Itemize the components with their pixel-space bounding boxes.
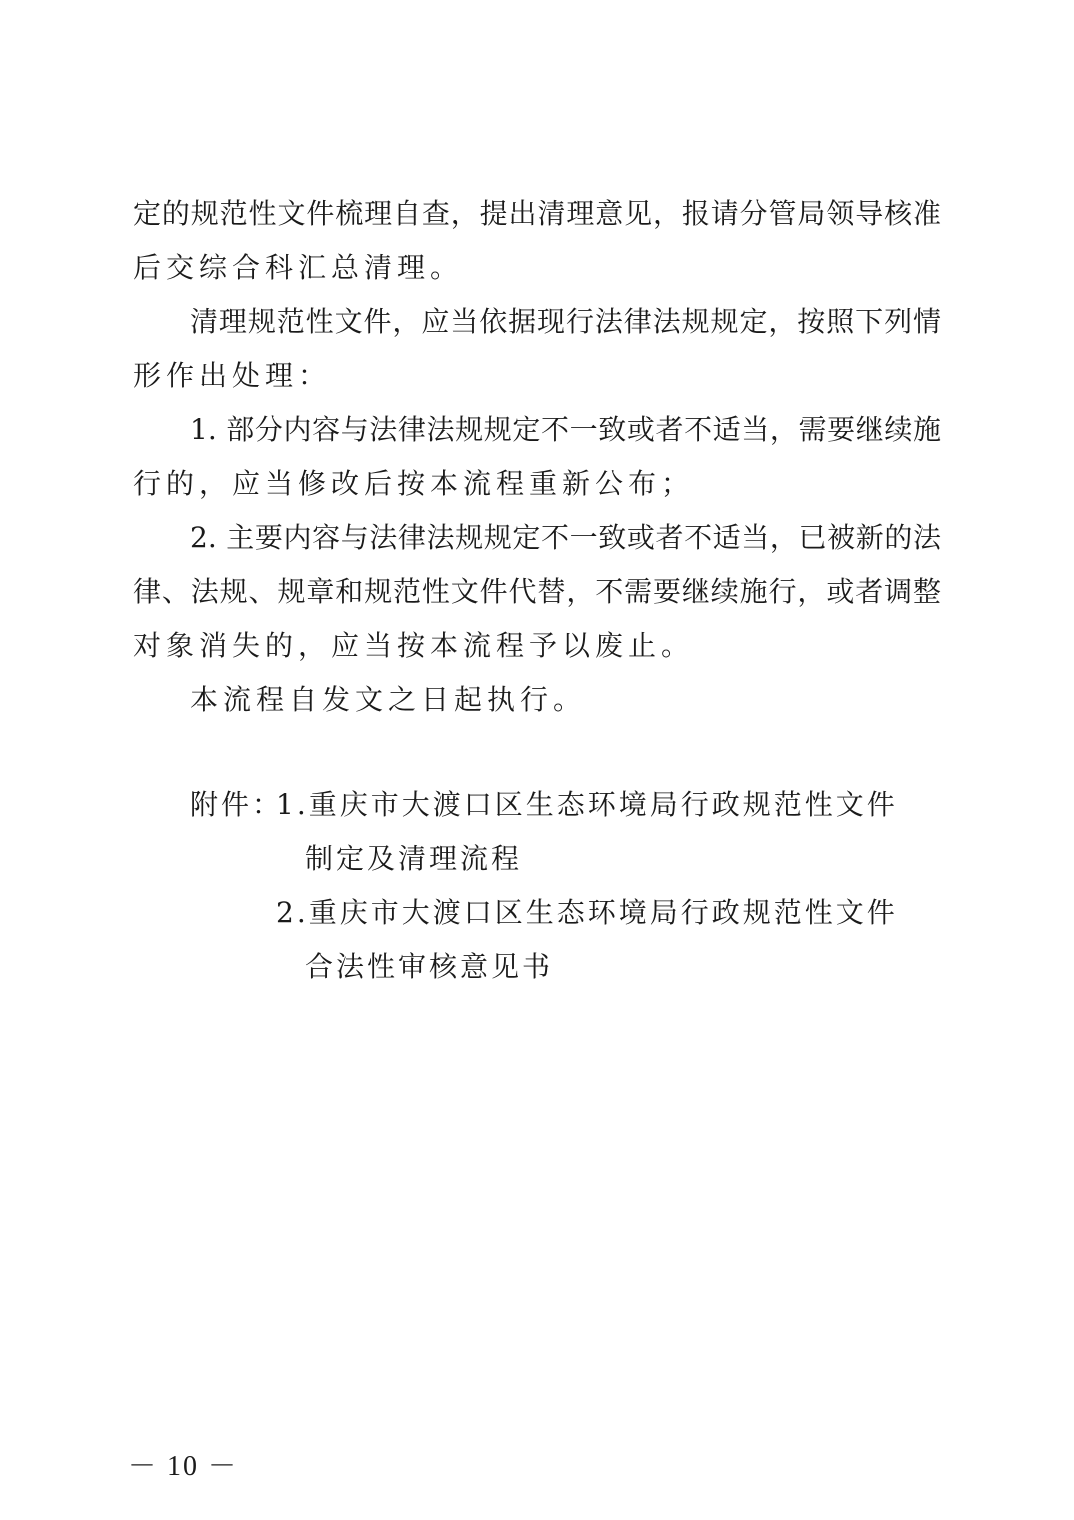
attachment-1-title-continued: 制定及清理流程 [305,842,523,875]
page-number: － 10 － [128,1451,239,1482]
paragraph-5-line-1: 本流程自发文之日起执行。 [190,683,587,716]
paragraph-1-line-2: 后交综合科汇总清理。 [133,251,464,284]
paragraph-3-line-1: 1. 部分内容与法律法规规定不一致或者不适当，需要继续施 [190,413,941,446]
paragraph-4-line-2: 律、法规、规章和规范性文件代替，不需要继续施行，或者调整 [133,575,941,608]
paragraph-2-line-2: 形作出处理： [133,359,332,392]
paragraph-4-line-1: 2. 主要内容与法律法规规定不一致或者不适当，已被新的法 [190,521,941,554]
attachments-label: 附件： [190,788,284,821]
attachment-2-title: 2.重庆市大渡口区生态环境局行政规范性文件 [276,896,898,929]
paragraph-2-line-1: 清理规范性文件，应当依据现行法律法规规定，按照下列情 [190,305,941,338]
attachment-2-title-continued: 合法性审核意见书 [305,950,554,983]
paragraph-1-line-1: 定的规范性文件梳理自查，提出清理意见，报请分管局领导核准 [133,197,941,230]
paragraph-3-line-2: 行的，应当修改后按本流程重新公布； [133,467,695,500]
paragraph-4-line-3: 对象消失的，应当按本流程予以废止。 [133,629,695,662]
attachment-1-title: 1.重庆市大渡口区生态环境局行政规范性文件 [276,788,898,821]
